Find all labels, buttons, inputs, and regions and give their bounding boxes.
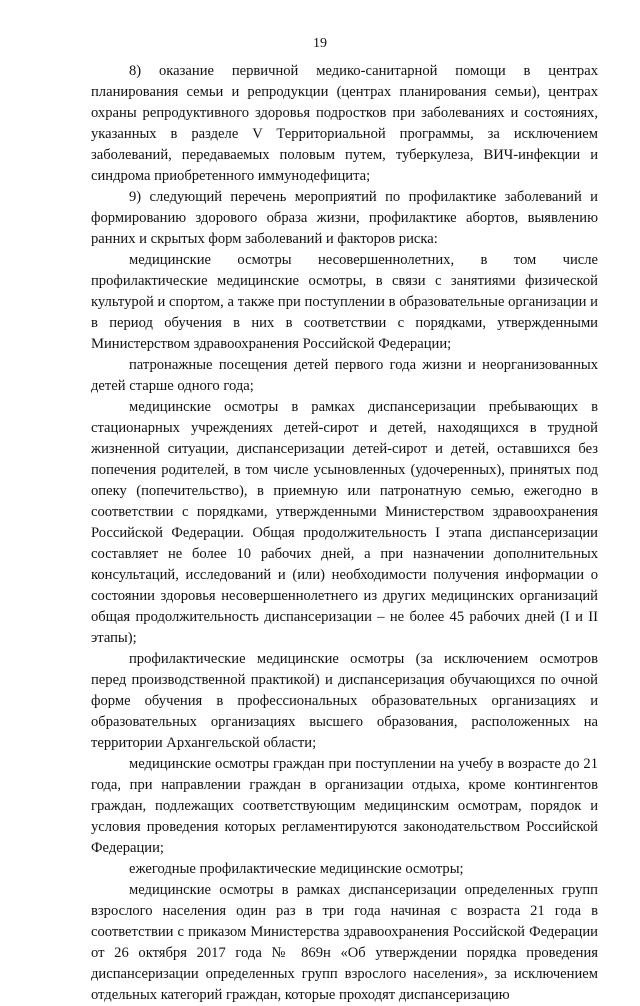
paragraph-orphans-dispensarization: медицинские осмотры в рамках диспансеризации пребывающих в стационарных учреждениях детей-сирот и детей, находящихся в трудной жизненной ситуации, диспансеризации детей-сирот и детей, оставшихся без попечения родителей, в том числе усыновленных (удочеренных), принятых под опеку (попечительство), в приемную или патронатную семью, ежегодно в соответствии с порядками, утвержденными Министерством здравоохранения Российской Федерации. Общая продолжительность I этапа диспансеризации составляет не более 10 рабочих дней, а при назначении дополнительных консультаций, исследований и (или) необходимости получения информации о состоянии здоровья несовершеннолетнего из других медицинских организаций общая продолжительность диспансеризации – не более 45 рабочих дней (I и II этапы); [91,399,598,646]
paragraph-students-exams: профилактические медицинские осмотры (за исключением осмотров перед производственной практикой) и диспансеризация обучающихся по очной форме обучения в профессиональных образовательных организациях и образовательных организациях высшего образования, расположенных на территории Архангельской области; [91,651,598,751]
paragraph-admission-exams: медицинские осмотры граждан при поступлении на учебу в возрасте до 21 года, при направлении граждан в организации отдыха, кроме контингентов граждан, подлежащих соответствующим медицинским осмотрам, порядок и условия проведения которых регламентируются законодательством Российской Федерации; [91,756,598,856]
paragraph-minors-medical-exams: медицинские осмотры несовершеннолетних, в том числе профилактические медицинские осмотры, в связи с занятиями физической культурой и спортом, а также при поступлении в образовательные организации и в период обучения в них в соответствии с порядками, утвержденными Министерством здравоохранения Российской Федерации; [91,252,598,352]
paragraph-adult-dispensarization: медицинские осмотры в рамках диспансеризации определенных групп взрослого населения один раз в три года начиная с возраста 21 года в соответствии с приказом Министерства здравоохранения Российской Федерации от 26 октября 2017 года № 869н «Об утверждении порядка проведения диспансеризации определенных групп взрослого населения», за исключением отдельных категорий граждан, которые проходят диспансеризацию [91,882,598,1003]
paragraph-item-8: 8) оказание первичной медико-санитарной помощи в центрах планирования семьи и репродукции (центрах планирования семьи), центрах охраны репродуктивного здоровья подростков при заболеваниях и состояниях, указанных в разделе V Территориальной программы, за исключением заболеваний, передаваемых половым путем, туберкулеза, ВИЧ-инфекции и синдрома приобретенного иммунодефицита; [91,63,598,184]
document-body [91,61,598,1006]
paragraph-annual-exams: ежегодные профилактические медицинские осмотры; [129,861,464,877]
paragraph-item-9: 9) следующий перечень мероприятий по профилактике заболеваний и формированию здорового образа жизни, профилактике абортов, выявлению ранних и скрытых форм заболеваний и факторов риска: [91,189,598,247]
page-number: 19 [313,36,327,51]
paragraph-patronage-visits: патронажные посещения детей первого года жизни и неорганизованных детей старше одного года; [91,357,598,394]
